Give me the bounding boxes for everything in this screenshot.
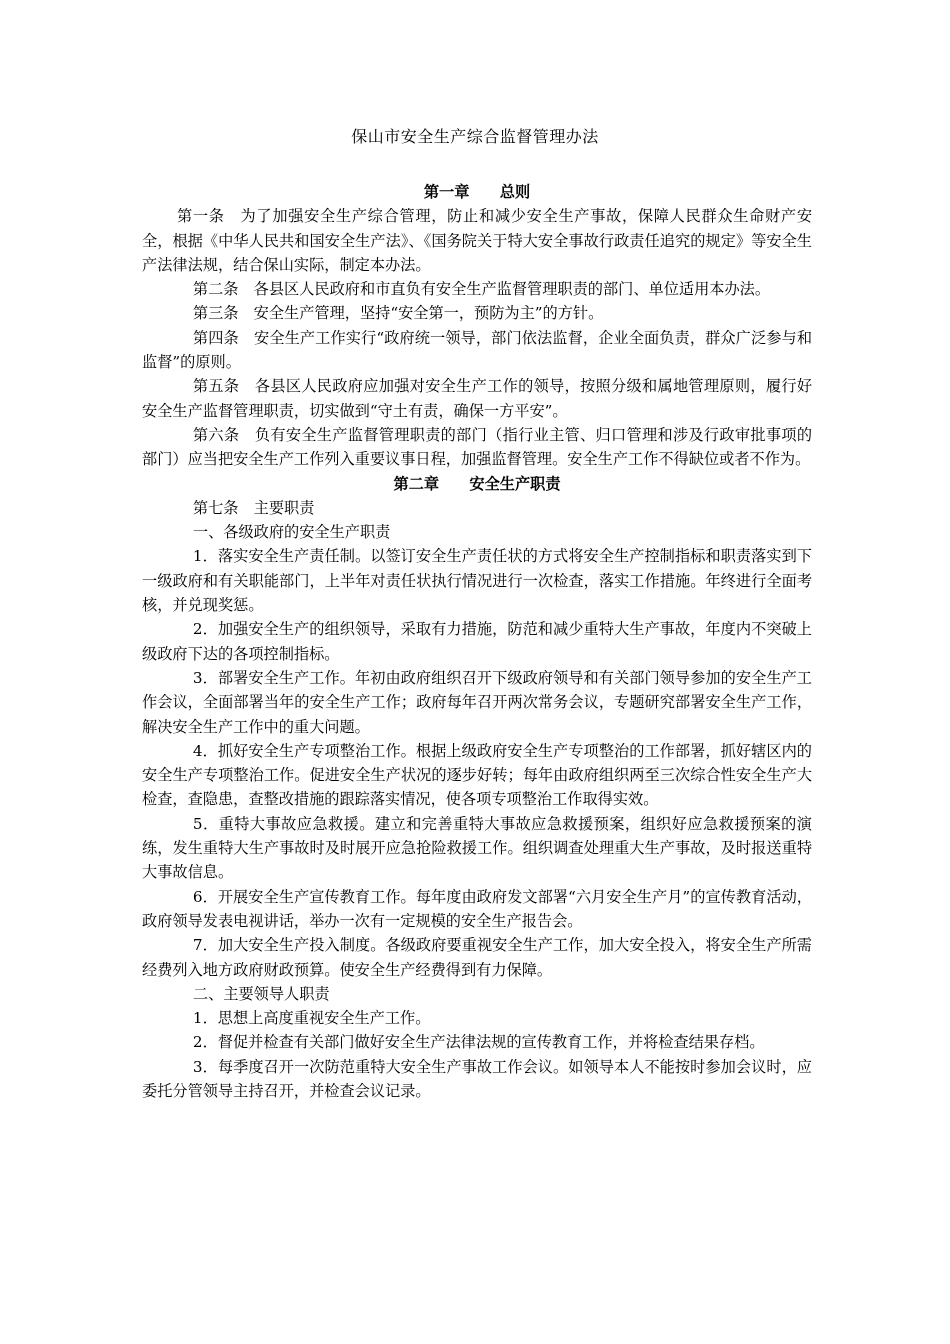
list-item: 2．加强安全生产的组织领导，采取有力措施，防范和减少重特大生产事故，年度内不突破上级政府下达的各项控制指标。 xyxy=(142,620,812,663)
document-title: 保山市安全生产综合监督管理办法 xyxy=(351,127,599,146)
article-paragraph: 第一条 为了加强安全生产综合管理，防止和减少安全生产事故，保障人民群众生命财产安全，根据《中华人民共和国安全生产法》、《国务院关于特大安全事故行政责任追究的规定》等安全生产法律法规，结合保山实际，制定本办法。 xyxy=(142,207,813,274)
document-body xyxy=(142,180,812,1103)
chapter-heading: 第二章 安全生产职责 xyxy=(393,474,561,493)
list-item: 5．重特大事故应急救援。建立和完善重特大事故应急救援预案，组织好应急救援预案的演练，发生重特大生产事故时及时展开应急抢险救援工作。组织调查处理重大生产事故，及时报送重特大事故信息。 xyxy=(142,814,812,882)
list-item: 3．部署安全生产工作。年初由政府组织召开下级政府领导和有关部门领导参加的安全生产工作会议，全面部署当年的安全生产工作；政府每年召开两次常务会议，专题研究部署安全生产工作，解决安全生产工作中的重大问题。 xyxy=(142,668,812,736)
chapter-heading: 第一章 总则 xyxy=(423,183,531,201)
list-item: 6．开展安全生产宣传教育工作。每年度由政府发文部署“六月安全生产月”的宣传教育活动，政府领导发表电视讲话，举办一次有一定规模的安全生产报告会。 xyxy=(142,887,812,930)
list-item: 2．督促并检查有关部门做好安全生产法律法规的宣传教育工作，并将检查结果存档。 xyxy=(192,1033,765,1052)
list-item: 3．每季度召开一次防范重特大安全生产事故工作会议。如领导本人不能按时参加会议时，应委托分管领导主持召开，并检查会议记录。 xyxy=(142,1057,812,1100)
section-heading: 二、主要领导人职责 xyxy=(192,984,330,1003)
article-paragraph: 第七条 主要职责 xyxy=(192,498,315,517)
article-paragraph: 第六条 负有安全生产监督管理职责的部门（指行业主管、归口管理和涉及行政审批事项的部门）应当把安全生产工作列入重要议事日程，加强监督管理。安全生产工作不得缺位或者不作为。 xyxy=(142,425,813,469)
article-paragraph: 第二条 各县区人民政府和市直负有安全生产监督管理职责的部门、单位适用本办法。 xyxy=(192,280,771,299)
section-heading: 一、各级政府的安全生产职责 xyxy=(192,523,391,542)
article-paragraph: 第四条 安全生产工作实行“政府统一领导，部门依法监督，企业全面负责，群众广泛参与和监督”的原则。 xyxy=(142,328,813,372)
article-paragraph: 第三条 安全生产管理，坚持“安全第一，预防为主”的方针。 xyxy=(192,304,604,323)
list-item: 1．思想上高度重视安全生产工作。 xyxy=(192,1009,431,1028)
article-paragraph: 第五条 各县区人民政府应加强对安全生产工作的领导，按照分级和属地管理原则，履行好安全生产监督管理职责，切实做到“守土有责，确保一方平安”。 xyxy=(142,377,813,420)
list-item: 7．加大安全生产投入制度。各级政府要重视安全生产工作，加大安全投入，将安全生产所需经费列入地方政府财政预算。使安全生产经费得到有力保障。 xyxy=(142,936,812,979)
list-item: 1．落实安全生产责任制。以签订安全生产责任状的方式将安全生产控制指标和职责落实到下一级政府和有关职能部门，上半年对责任状执行情况进行一次检查，落实工作措施。年终进行全面考核，并兑现奖惩。 xyxy=(142,547,812,615)
list-item: 4．抓好安全生产专项整治工作。根据上级政府安全生产专项整治的工作部署，抓好辖区内的安全生产专项整治工作。促进安全生产状况的逐步好转；每年由政府组织两至三次综合性安全生产大检查，查隐患，查整改措施的跟踪落实情况，使各项专项整治工作取得实效。 xyxy=(142,741,812,809)
